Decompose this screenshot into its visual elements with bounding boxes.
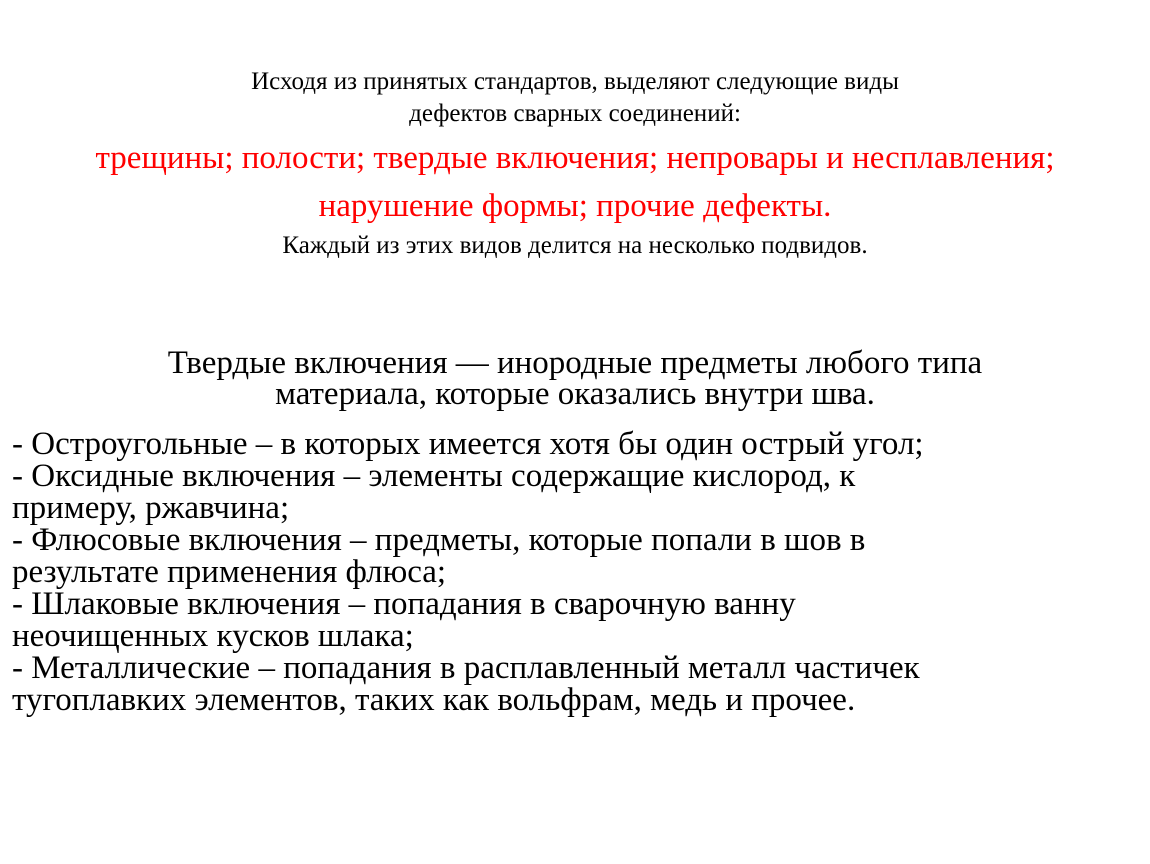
list-item: - Шлаковые включения – попадания в сварочную ванну (12, 586, 796, 622)
intro-line-1: Исходя из принятых стандартов, выделяют следующие виды (251, 68, 899, 95)
solid-inclusions-title-line-1: Твердые включения — инородные предметы любого типа (167, 345, 983, 381)
note-text: Каждый из этих видов делится на несколько подвидов. (282, 232, 868, 259)
solid-inclusions-title-line-2: материала, которые оказались внутри шва. (275, 376, 875, 412)
list-item: - Флюсовые включения – предметы, которые попали в шов в (12, 522, 866, 558)
solid-inclusions-title (0, 345, 1150, 412)
solid-inclusions-list (12, 428, 1142, 716)
intro-line-2: дефектов сварных соединений: (409, 100, 741, 127)
list-item: - Металлические – попадания в расплавленный металл частичек (12, 650, 920, 686)
list-item: - Остроугольные – в которых имеется хотя бы один острый угол; (12, 426, 924, 462)
list-item: - Оксидные включения – элементы содержащие кислород, к (12, 458, 856, 494)
intro-block (0, 66, 1150, 262)
list-item-continuation: неочищенных кусков шлака; (12, 618, 414, 654)
list-item-continuation: результате применения флюса; (12, 554, 447, 590)
list-item-continuation: примеру, ржавчина; (12, 490, 290, 526)
defect-types-line-2: нарушение формы; прочие дефекты. (318, 188, 832, 224)
defect-types-line-1: трещины; полости; твердые включения; непровары и несплавления; (95, 140, 1055, 176)
list-item-continuation: тугоплавких элементов, таких как вольфрам, медь и прочее. (12, 682, 856, 718)
